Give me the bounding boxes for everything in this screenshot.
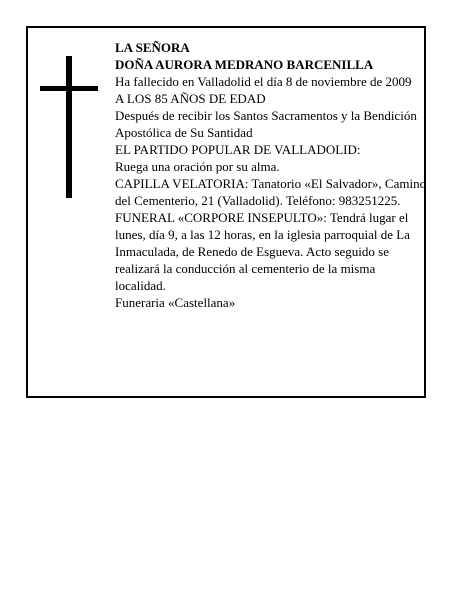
cross-vertical-bar	[66, 56, 72, 198]
cross-icon	[40, 56, 98, 198]
notice-title: LA SEÑORA	[115, 40, 190, 55]
cross-horizontal-bar	[40, 86, 98, 91]
prayer-request: Ruega una oración por su alma.	[115, 159, 280, 174]
funeral-home: Funeraria «Castellana»	[115, 295, 236, 310]
deceased-name: DOÑA AURORA MEDRANO BARCENILLA	[115, 57, 374, 72]
chapel-details: CAPILLA VELATORIA: Tanatorio «El Salvador», Camino del Cementerio, 21 (Valladolid). Teléfono: 983251225.	[115, 176, 427, 208]
notice-text	[115, 39, 427, 311]
mourners: EL PARTIDO POPULAR DE VALLADOLID:	[115, 142, 361, 157]
obituary-notice	[26, 26, 426, 398]
sacraments-text: Después de recibir los Santos Sacramentos y la Bendición Apostólica de Su Santidad	[115, 108, 417, 140]
age-at-death: A LOS 85 AÑOS DE EDAD	[115, 91, 266, 106]
death-announcement: Ha fallecido en Valladolid el día 8 de noviembre de 2009	[115, 74, 412, 89]
funeral-details: FUNERAL «CORPORE INSEPULTO»: Tendrá lugar el lunes, día 9, a las 12 horas, en la iglesia parroquial de La Inmaculada, de Renedo de Esgueva. Acto seguido se realizará la conducción al cementerio de la misma localidad.	[115, 210, 410, 293]
